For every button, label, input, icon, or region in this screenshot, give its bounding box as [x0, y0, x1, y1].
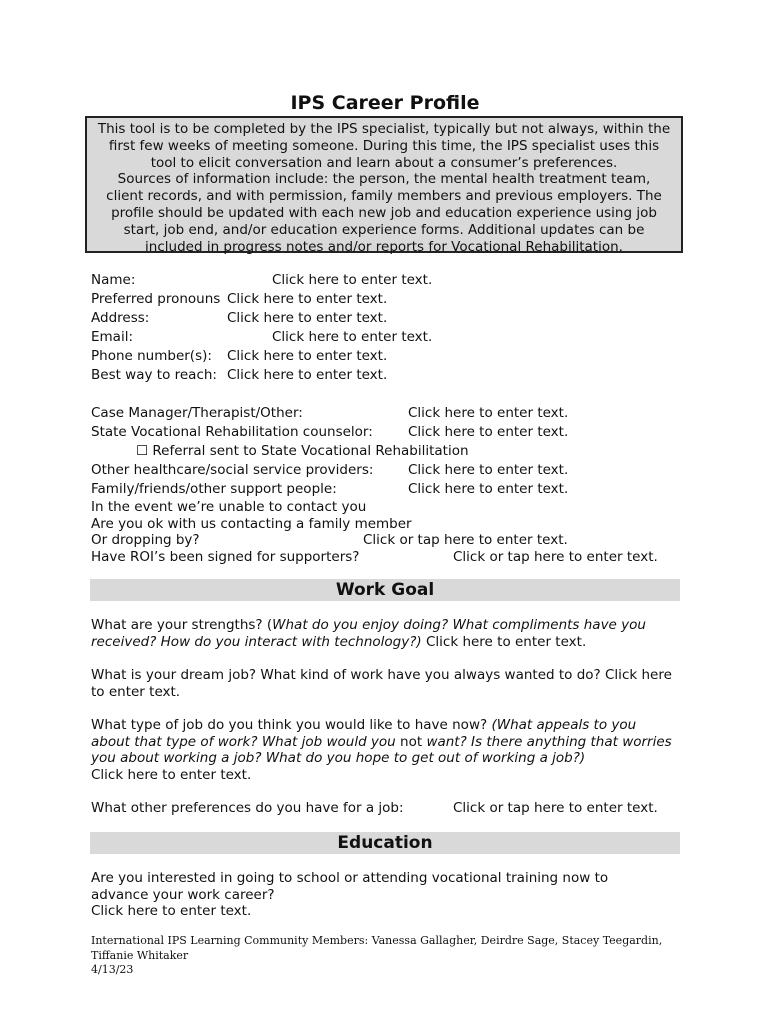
- healthcare-label: Other healthcare/social service providers:: [91, 462, 374, 478]
- roi-label: Have ROI’s been signed for supporters?: [91, 548, 360, 565]
- referral-row: [91, 442, 711, 461]
- healthcare-field[interactable]: Click here to enter text.: [408, 462, 569, 478]
- voc-rehab-row: [91, 423, 711, 442]
- support-fields: [91, 404, 711, 565]
- school-text: advance your work career?: [91, 886, 275, 903]
- strengths-text: What are your strengths? (: [91, 617, 273, 633]
- intro-line: start, job end, and/or education experience forms. Additional updates can be: [123, 221, 645, 238]
- healthcare-row: [91, 461, 711, 480]
- strengths-question: [91, 617, 676, 650]
- intro-box: [85, 116, 683, 253]
- school-field[interactable]: Click here to enter text.: [91, 903, 252, 920]
- pronouns-field[interactable]: Click here to enter text.: [227, 291, 388, 307]
- school-question: [91, 870, 676, 920]
- dream-job-question: [91, 667, 676, 700]
- voc-rehab-field[interactable]: Click here to enter text.: [408, 424, 569, 440]
- email-field[interactable]: Click here to enter text.: [272, 329, 433, 345]
- case-manager-row: [91, 404, 711, 423]
- school-text: Are you interested in going to school or attending vocational training now to: [91, 870, 609, 886]
- name-label: Name:: [91, 272, 136, 288]
- phone-field[interactable]: Click here to enter text.: [227, 348, 388, 364]
- preferences-field[interactable]: Click or tap here to enter text.: [453, 800, 658, 816]
- reach-label: Best way to reach:: [91, 367, 217, 383]
- name-row: [91, 271, 711, 290]
- case-manager-label: Case Manager/Therapist/Other:: [91, 405, 303, 421]
- email-row: [91, 328, 711, 347]
- footer: [91, 934, 671, 978]
- intro-line: Sources of information include: the person, the mental health treatment team,: [117, 171, 651, 188]
- phone-label: Phone number(s):: [91, 348, 212, 364]
- work-goal-heading: Work Goal: [90, 579, 680, 601]
- family-label: Family/friends/other support people:: [91, 481, 337, 497]
- intro-line: client records, and with permission, family members and previous employers. The: [106, 188, 662, 205]
- intro-line: This tool is to be completed by the IPS specialist, typically but not always, within the: [97, 121, 671, 137]
- intro-line: tool to elicit conversation and learn about a consumer’s preferences.: [150, 154, 618, 171]
- intro-line: included in progress notes and/or reports for Vocational Rehabilitation.: [145, 238, 623, 255]
- emergency-contact-block: [91, 499, 711, 565]
- intro-line: first few weeks of meeting someone. During this time, the IPS specialist uses this: [108, 137, 660, 154]
- pronouns-label: Preferred pronouns: [91, 291, 221, 307]
- job-type-prompt-b: want? Is there anything that worries you about working a job? What do you hope to get out of working a job?): [91, 733, 672, 767]
- name-field[interactable]: Click here to enter text.: [272, 272, 433, 288]
- strengths-field[interactable]: Click here to enter text.: [421, 633, 587, 650]
- reach-field[interactable]: Click here to enter text.: [227, 367, 388, 383]
- job-type-text: What type of job do you think you would like to have now?: [91, 717, 492, 733]
- contact-fields: [91, 271, 711, 385]
- emergency-field[interactable]: Click or tap here to enter text.: [363, 532, 568, 548]
- intro-line: profile should be updated with each new job and education experience using job: [111, 204, 657, 221]
- family-row: [91, 480, 711, 499]
- preferences-label: What other preferences do you have for a job:: [91, 800, 404, 816]
- address-row: [91, 309, 711, 328]
- education-heading: Education: [90, 832, 680, 854]
- family-field[interactable]: Click here to enter text.: [408, 481, 569, 497]
- referral-label: Referral sent to State Vocational Rehabilitation: [152, 443, 469, 459]
- referral-checkbox[interactable]: ☐: [136, 443, 149, 459]
- email-label: Email:: [91, 329, 134, 345]
- roi-field[interactable]: Click or tap here to enter text.: [453, 548, 658, 565]
- phone-row: [91, 347, 711, 366]
- roi-row: [91, 549, 711, 566]
- job-type-prompt-a: (What appeals to you about that type of work? What job would you: [91, 717, 637, 750]
- case-manager-field[interactable]: Click here to enter text.: [408, 405, 569, 421]
- dream-job-field[interactable]: Click here to enter text.: [91, 667, 672, 700]
- job-type-field[interactable]: Click here to enter text.: [91, 766, 252, 783]
- footer-date: 4/13/23: [91, 963, 134, 976]
- footer-credits: International IPS Learning Community Members: Vanessa Gallagher, Deirdre Sage, Stacey Teegardin, Tiffanie Whitaker: [91, 934, 663, 962]
- address-field[interactable]: Click here to enter text.: [227, 310, 388, 326]
- emergency-line: Are you ok with us contacting a family member: [91, 515, 412, 532]
- emergency-question: Or dropping by?: [91, 532, 200, 548]
- address-label: Address:: [91, 310, 150, 326]
- reach-row: [91, 366, 711, 385]
- pronouns-row: [91, 290, 711, 309]
- preferences-row: [91, 800, 676, 817]
- page-title: IPS Career Profile: [290, 92, 480, 114]
- voc-rehab-label: State Vocational Rehabilitation counselor:: [91, 424, 373, 440]
- emergency-line: [91, 532, 711, 549]
- strengths-prompt: What do you enjoy doing? What compliments have you received? How do you interact with technology?): [91, 617, 646, 650]
- emergency-line: In the event we’re unable to contact you: [91, 499, 367, 515]
- job-type-not: not: [395, 733, 427, 750]
- dream-job-text: What is your dream job? What kind of work have you always wanted to do?: [91, 667, 601, 683]
- job-type-question: [91, 717, 676, 783]
